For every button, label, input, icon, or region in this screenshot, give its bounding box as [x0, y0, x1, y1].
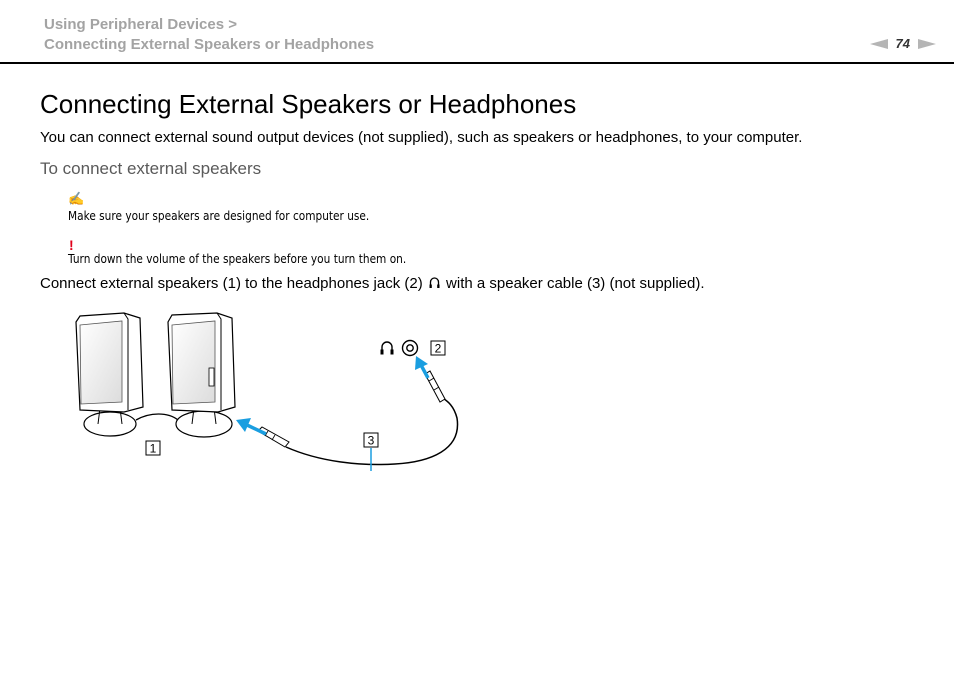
- callout-2: [431, 341, 445, 356]
- insert-arrow-jack: [415, 356, 428, 378]
- step-text-before: Connect external speakers (1) to the headphones jack (2): [40, 275, 427, 292]
- section-subheading: To connect external speakers: [40, 159, 262, 178]
- note-icon: ✍: [68, 191, 85, 206]
- step-text-after: with a speaker cable (3) (not supplied).: [441, 275, 705, 292]
- speaker-link-cable: [136, 414, 178, 420]
- breadcrumb-page: Connecting External Speakers or Headphones: [44, 36, 375, 53]
- headphone-jack-icon: [403, 341, 418, 356]
- right-speaker: [168, 313, 235, 437]
- warning-text: Turn down the volume of the speakers before you turn them on.: [68, 252, 407, 266]
- page-title: Connecting External Speakers or Headphones: [40, 89, 577, 119]
- speaker-cable: [286, 396, 458, 464]
- intro-paragraph: You can connect external sound output devices (not supplied), such as speakers or headphones, to your computer.: [40, 129, 803, 146]
- page-number: 74: [895, 36, 910, 51]
- callout-3: [364, 433, 378, 448]
- note-text: Make sure your speakers are designed for computer use.: [68, 209, 370, 223]
- left-speaker: [76, 313, 143, 436]
- warning-icon: !: [69, 237, 74, 253]
- breadcrumb-section: Using Peripheral Devices >: [44, 16, 238, 33]
- insert-arrow-speaker: [236, 418, 266, 434]
- svg-text:3: 3: [367, 433, 375, 448]
- svg-text:1: 1: [149, 441, 157, 456]
- speaker-side-plug: [258, 427, 289, 447]
- headphones-icon: [381, 342, 394, 355]
- callout-1: [146, 441, 160, 456]
- svg-text:2: 2: [434, 341, 442, 356]
